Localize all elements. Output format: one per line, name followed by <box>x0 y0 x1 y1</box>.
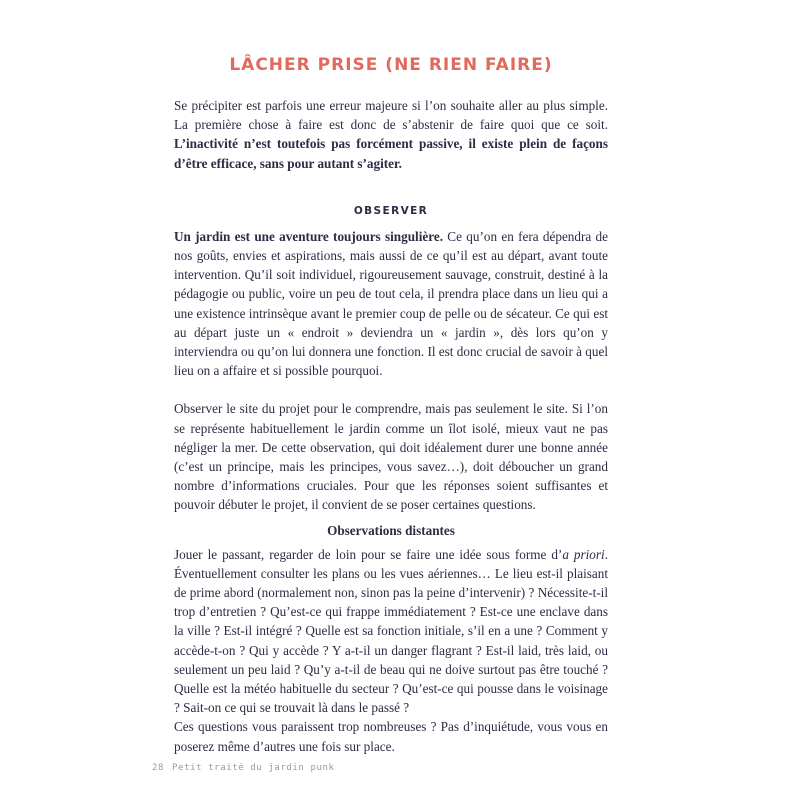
subsection-italic: a priori <box>562 546 605 562</box>
page-content <box>174 52 608 756</box>
running-title: Petit traité du jardin punk <box>172 763 335 773</box>
page-number: 28 <box>152 763 165 773</box>
section-lead-bold: Un jardin est une aventure toujours singulière. <box>174 228 443 244</box>
page-title: LÂCHER PRISE (NE RIEN FAIRE) <box>229 55 553 75</box>
subsection-paragraph-1 <box>174 545 608 718</box>
section-paragraph-1 <box>174 227 608 381</box>
intro-bold-text: L’inactivité n’est toutefois pas forcément passive, il existe plein de façons d’être efficace, sans pour autant s’agiter. <box>174 136 608 171</box>
section-paragraph-2: Observer le site du projet pour le comprendre, mais pas seulement le site. Si l’on se représente habituellement le jardin comme un îlot isolé, mieux vaut ne pas négliger la mer. De cette observation, qui doit idéalement durer une bonne année (c’est un principe, mais les principes, vous savez…), doit déboucher un grand nombre d’informations cruciales. Pour que les réponses soient suffisantes et pouvoir débuter le projet, il convient de se poser certaines questions. <box>174 401 608 513</box>
subsection-paragraph-2: Ces questions vous paraissent trop nombreuses ? Pas d’inquiétude, vous vous en poserez même d’autres une fois sur place. <box>174 719 608 754</box>
subsection-text-a: Jouer le passant, regarder de loin pour se faire une idée sous forme d’ <box>174 546 563 562</box>
intro-text: Se précipiter est parfois une erreur majeure si l’on souhaite aller au plus simple. La première chose à faire est donc de s’abstenir de faire quoi que ce soit. <box>174 98 608 133</box>
section-paragraph-1-text: Ce qu’on en fera dépendra de nos goûts, envies et aspirations, mais aussi de ce qu’il est au départ, avant toute intervention. Qu’il soit individuel, rigoureusement sauvage, construit, destiné à la pédagogie ou public, voire un peu de tout cela, il prendra place dans un lieu qui a une existence intrinsèque avant le premier coup de pelle ou de sécateur. Ce qui est au départ juste un « endroit » deviendra un « jardin », dès lors qu’on y interviendra ou qu’on lui donnera une fonction. Il est donc crucial de savoir à quel lieu on a affaire et si possible pourquoi. <box>174 228 608 379</box>
subsection-heading: Observations distantes <box>327 522 455 538</box>
section-heading: OBSERVER <box>353 204 429 217</box>
subsection-text-b: . Éventuellement consulter les plans ou les vues aériennes… Le lieu est-il plaisant de prime abord (normalement non, sinon pas la peine d’intervenir) ? Nécessite-t-il trop d’entretien ? Qu’est-ce qui frappe immédiatement ? Est-ce une enclave dans la ville ? Est-il intégré ? Quelle est sa fonction initiale, s’il en a une ? Comment y accède-t-on ? Qui y accède ? Y a-t-il un danger flagrant ? Est-il laid, très laid, ou seulement un peu laid ? Qu’y a-t-il de beau qui ne doive surtout pas être touché ? Quelle est la météo habituelle du secteur ? Qu’est-ce qui pousse dans le voisinage ? Sait-on ce qui se trouvait là dans le passé ? <box>174 546 608 716</box>
page-footer <box>152 763 335 773</box>
intro-paragraph <box>174 96 608 173</box>
